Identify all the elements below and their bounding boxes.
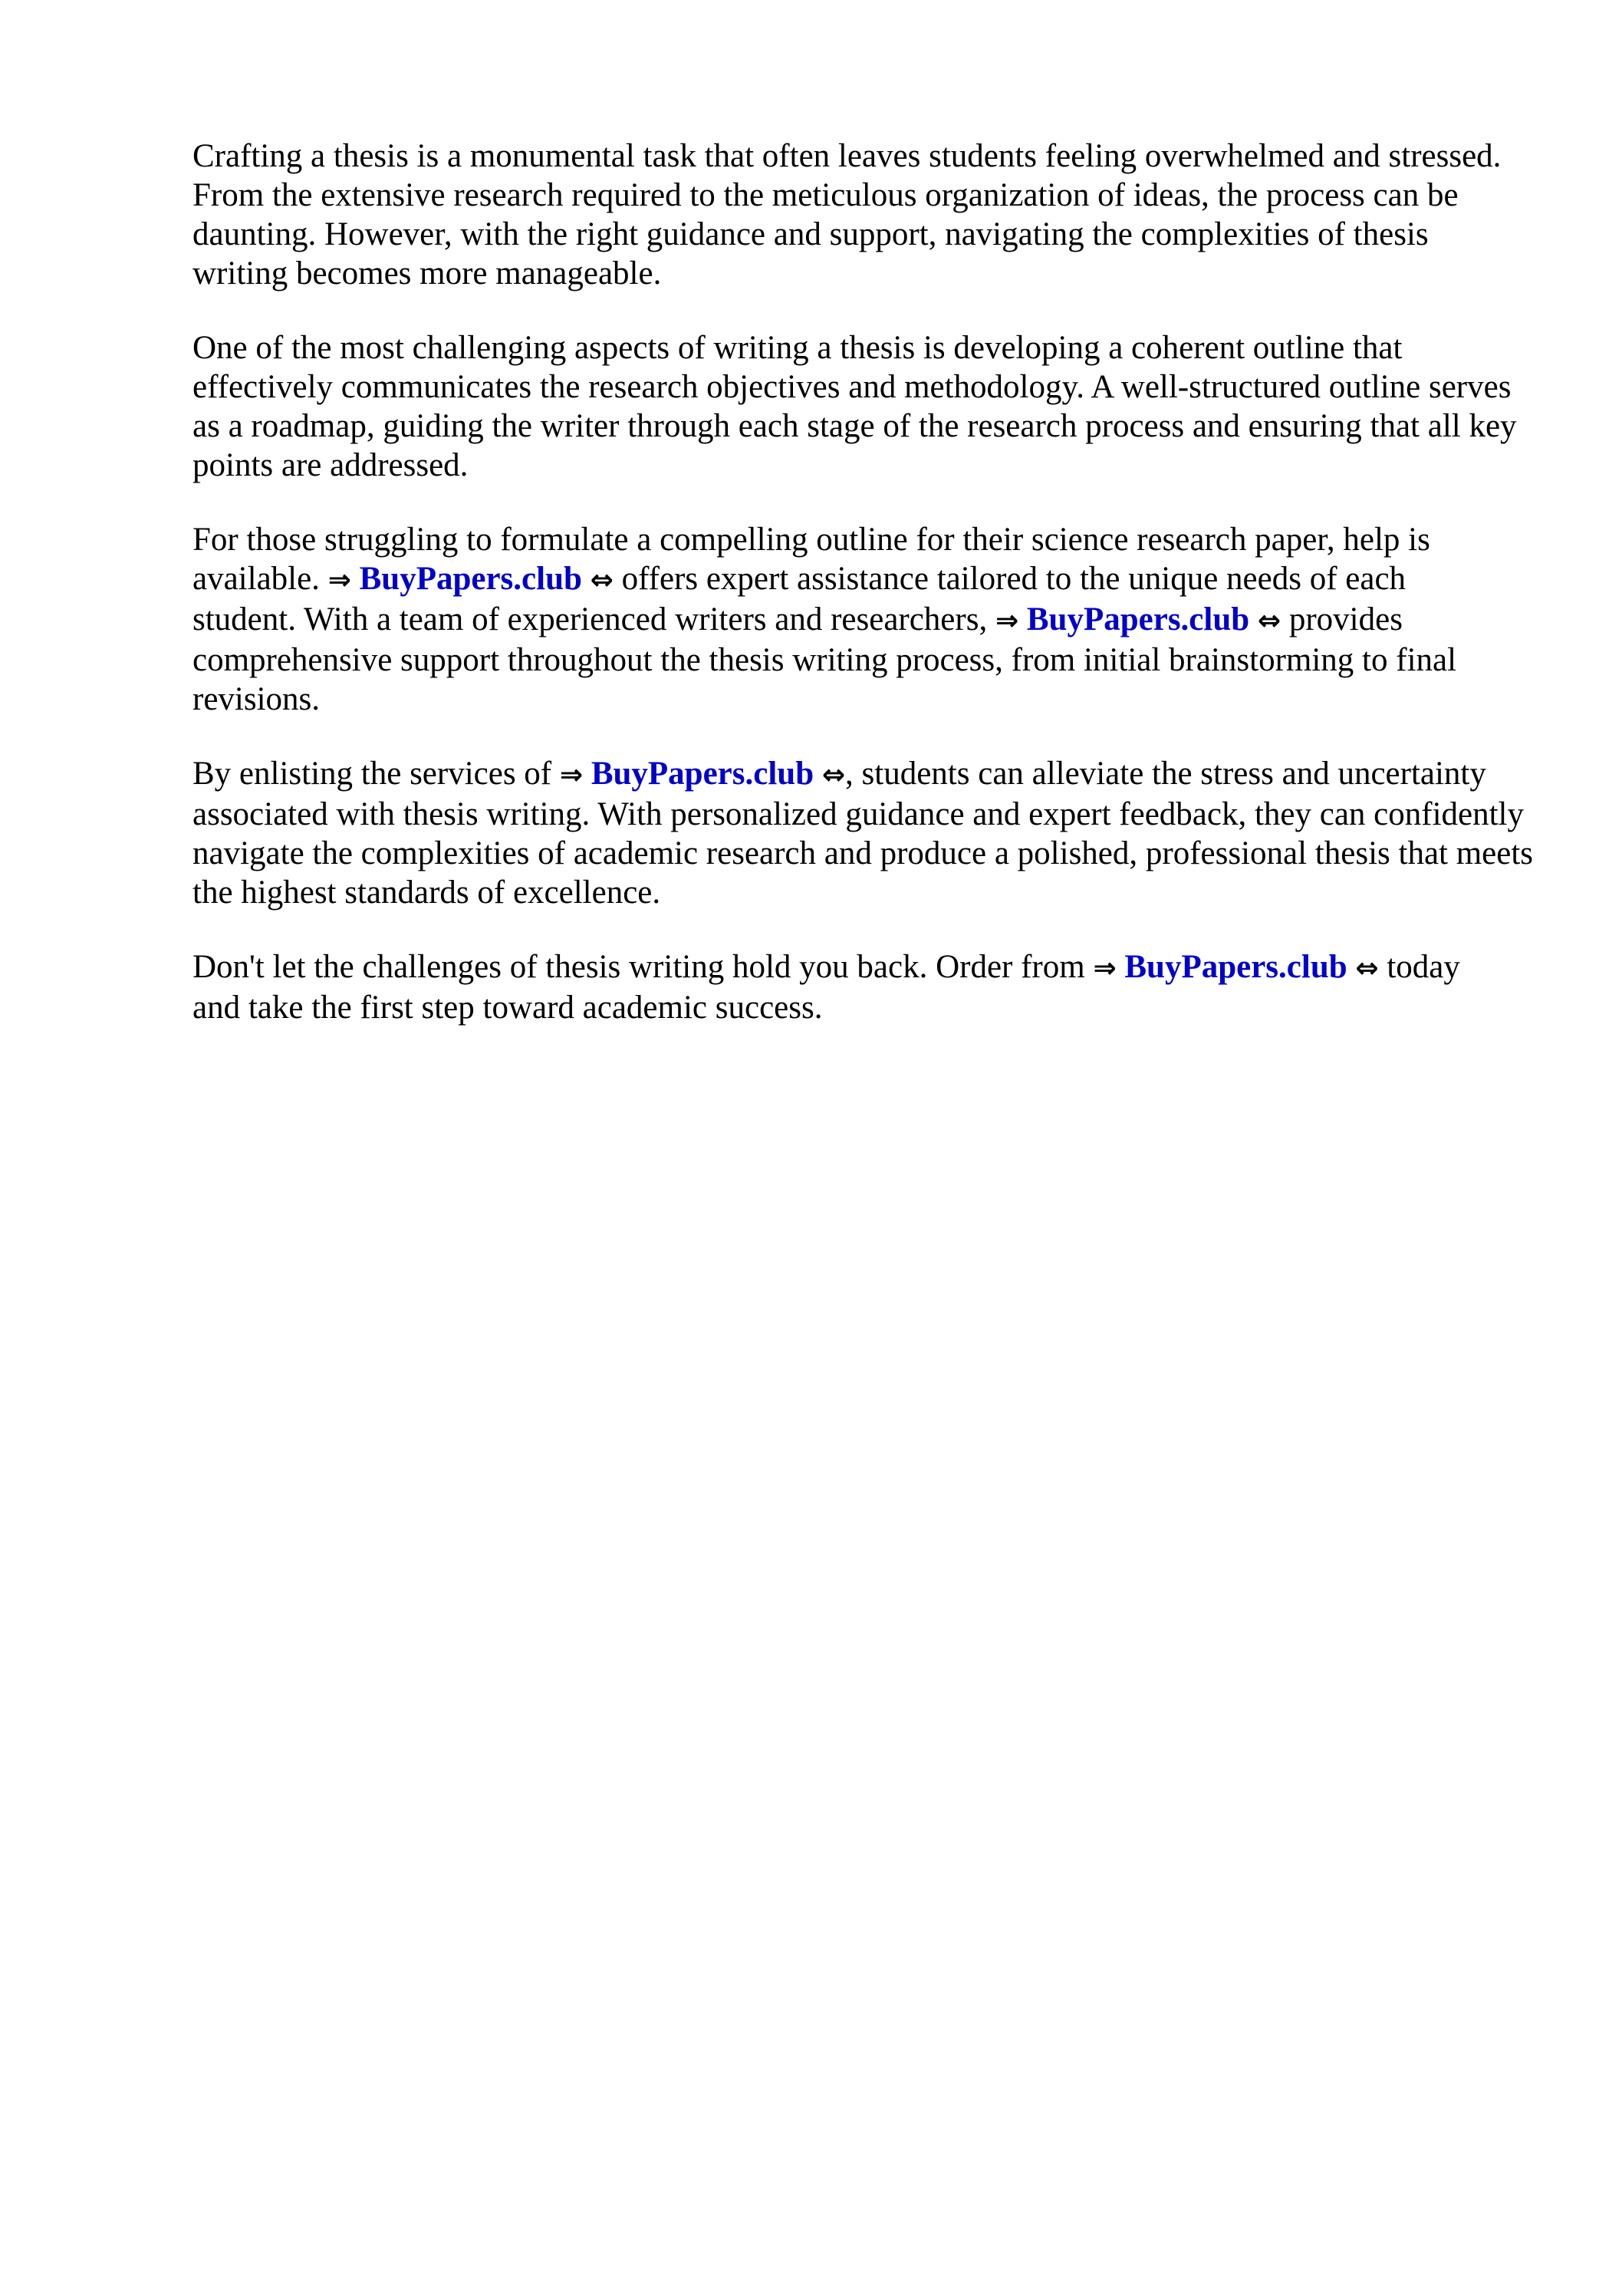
text-line [192, 641, 1588, 680]
text-segment: provides [1281, 601, 1403, 637]
buypapers-link[interactable]: BuyPapers.club [1026, 601, 1250, 637]
text-line [192, 254, 1588, 293]
text-segment: navigate the complexities of academic research and produce a polished, professional thesis that meets [192, 835, 1534, 871]
text-segment: daunting. However, with the right guidance and support, navigating the complexities of thesis [192, 216, 1429, 252]
text-line [192, 328, 1588, 367]
text-segment: offers expert assistance tailored to the unique needs of each [613, 561, 1407, 597]
text-line [192, 520, 1588, 559]
text-line [192, 367, 1588, 407]
text-segment: points are addressed. [192, 447, 469, 483]
text-line [192, 600, 1588, 641]
right-arrow-icon: ⇒ [1093, 953, 1117, 984]
text-segment: the highest standards of excellence. [192, 875, 661, 911]
double-arrow-icon: ⇔ [590, 565, 614, 596]
text-line [192, 834, 1588, 873]
text-segment: associated with thesis writing. With personalized guidance and expert feedback, they can confidently [192, 796, 1524, 832]
paragraph [192, 754, 1588, 912]
text-line [192, 446, 1588, 485]
text-segment: Don't let the challenges of thesis writing hold you back. Order from [192, 949, 1094, 985]
double-arrow-icon: ⇔ [821, 759, 846, 791]
paragraph [192, 328, 1588, 485]
text-segment: For those struggling to formulate a compelling outline for their science research paper, help is [192, 522, 1430, 558]
paragraph [192, 520, 1588, 719]
double-arrow-icon: ⇔ [1355, 953, 1379, 984]
text-line [192, 680, 1588, 719]
text-line [192, 988, 1588, 1027]
text-line [192, 754, 1588, 795]
text-line [192, 176, 1588, 215]
document-body [192, 137, 1588, 1062]
right-arrow-icon: ⇒ [327, 565, 351, 596]
right-arrow-icon: ⇒ [559, 759, 584, 791]
text-line [192, 137, 1588, 176]
text-segment: Crafting a thesis is a monumental task that often leaves students feeling overwhelmed and stressed. [192, 138, 1502, 174]
text-segment: available. [192, 561, 328, 597]
buypapers-link[interactable]: BuyPapers.club [591, 756, 814, 792]
text-line [192, 407, 1588, 446]
text-segment: student. With a team of experienced writers and researchers, [192, 601, 995, 637]
text-line [192, 559, 1588, 600]
double-arrow-icon: ⇔ [1257, 605, 1281, 637]
text-segment: as a roadmap, guiding the writer through each stage of the research process and ensuring that all key [192, 408, 1517, 444]
right-arrow-icon: ⇒ [995, 605, 1019, 637]
text-segment: effectively communicates the research objectives and methodology. A well-structured outline serves [192, 369, 1512, 405]
text-segment: From the extensive research required to the meticulous organization of ideas, the process can be [192, 177, 1459, 213]
text-segment: , students can alleviate the stress and uncertainty [845, 756, 1486, 792]
text-segment: today [1378, 949, 1460, 985]
text-segment: comprehensive support throughout the thesis writing process, from initial brainstorming to final [192, 642, 1457, 678]
text-line [192, 947, 1588, 988]
text-line [192, 215, 1588, 254]
text-segment: writing becomes more manageable. [192, 255, 662, 292]
text-segment: and take the first step toward academic success. [192, 990, 823, 1026]
paragraph [192, 137, 1588, 293]
buypapers-link[interactable]: BuyPapers.club [359, 561, 582, 597]
buypapers-link[interactable]: BuyPapers.club [1124, 949, 1347, 985]
text-segment: revisions. [192, 681, 321, 717]
text-line [192, 873, 1588, 912]
text-segment: One of the most challenging aspects of writing a thesis is developing a coherent outline that [192, 330, 1403, 366]
text-line [192, 795, 1588, 834]
text-segment: By enlisting the services of [192, 756, 560, 792]
paragraph [192, 947, 1588, 1027]
